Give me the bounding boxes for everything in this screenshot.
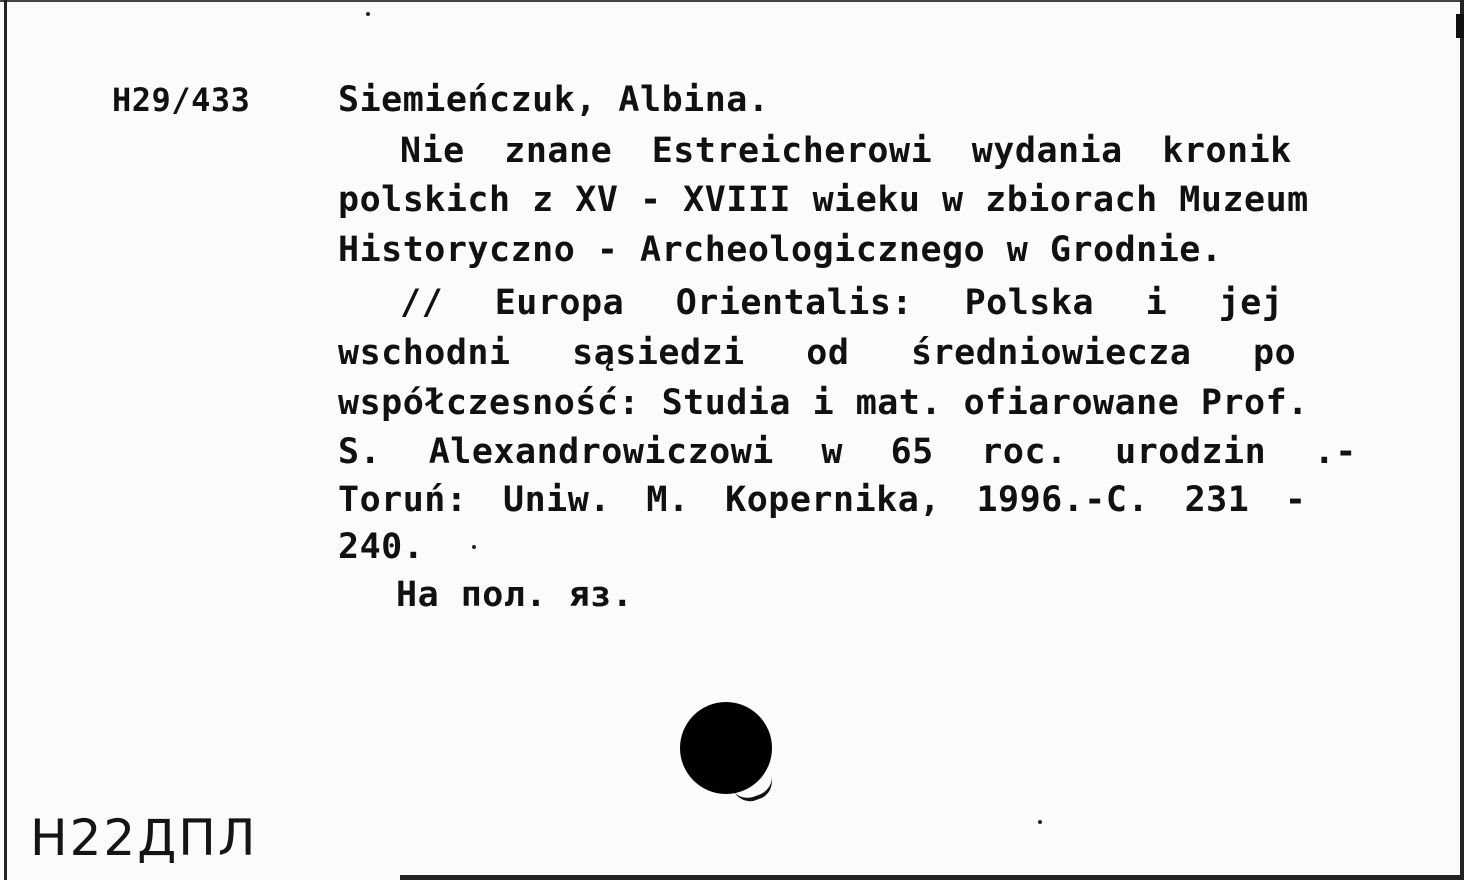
title-line-3: Historyczno - Archeologicznego w Grodnie. <box>338 230 1223 270</box>
card-edge-mark <box>1456 14 1464 38</box>
title-line-2: polskich z XV - XVIII wieku w zbiorach Muzeum <box>338 180 1309 220</box>
imprint-line: Toruń: Uniw. M. Kopernika, 1996.-C. 231 - <box>338 480 1307 520</box>
pages-line: 240. <box>338 527 425 567</box>
author-name: Siemieńczuk, Albina. <box>338 80 770 120</box>
speck <box>366 12 370 16</box>
card-right-edge <box>1460 0 1464 880</box>
source-line-2: wschodni sąsiedzi od średniowiecza po <box>338 333 1297 373</box>
call-number: H29/433 <box>112 81 251 119</box>
card-left-edge <box>4 0 7 880</box>
source-line-4: S. Alexandrowiczowi w 65 roc. urodzin .- <box>338 432 1357 472</box>
title-line-1: Nie znane Estreicherowi wydania kronik <box>400 131 1292 171</box>
source-line-1: // Europa Orientalis: Polska i jej <box>400 283 1284 323</box>
card-top-edge <box>0 0 1464 2</box>
speck <box>1038 820 1042 824</box>
card-bottom-edge <box>400 875 1464 880</box>
speck <box>472 545 476 549</box>
language-note: На пол. яз. <box>396 575 634 615</box>
source-line-3: współczesność: Studia i mat. ofiarowane Prof. <box>338 383 1309 423</box>
handwritten-shelf-mark: Н22ДПЛ <box>30 809 258 867</box>
